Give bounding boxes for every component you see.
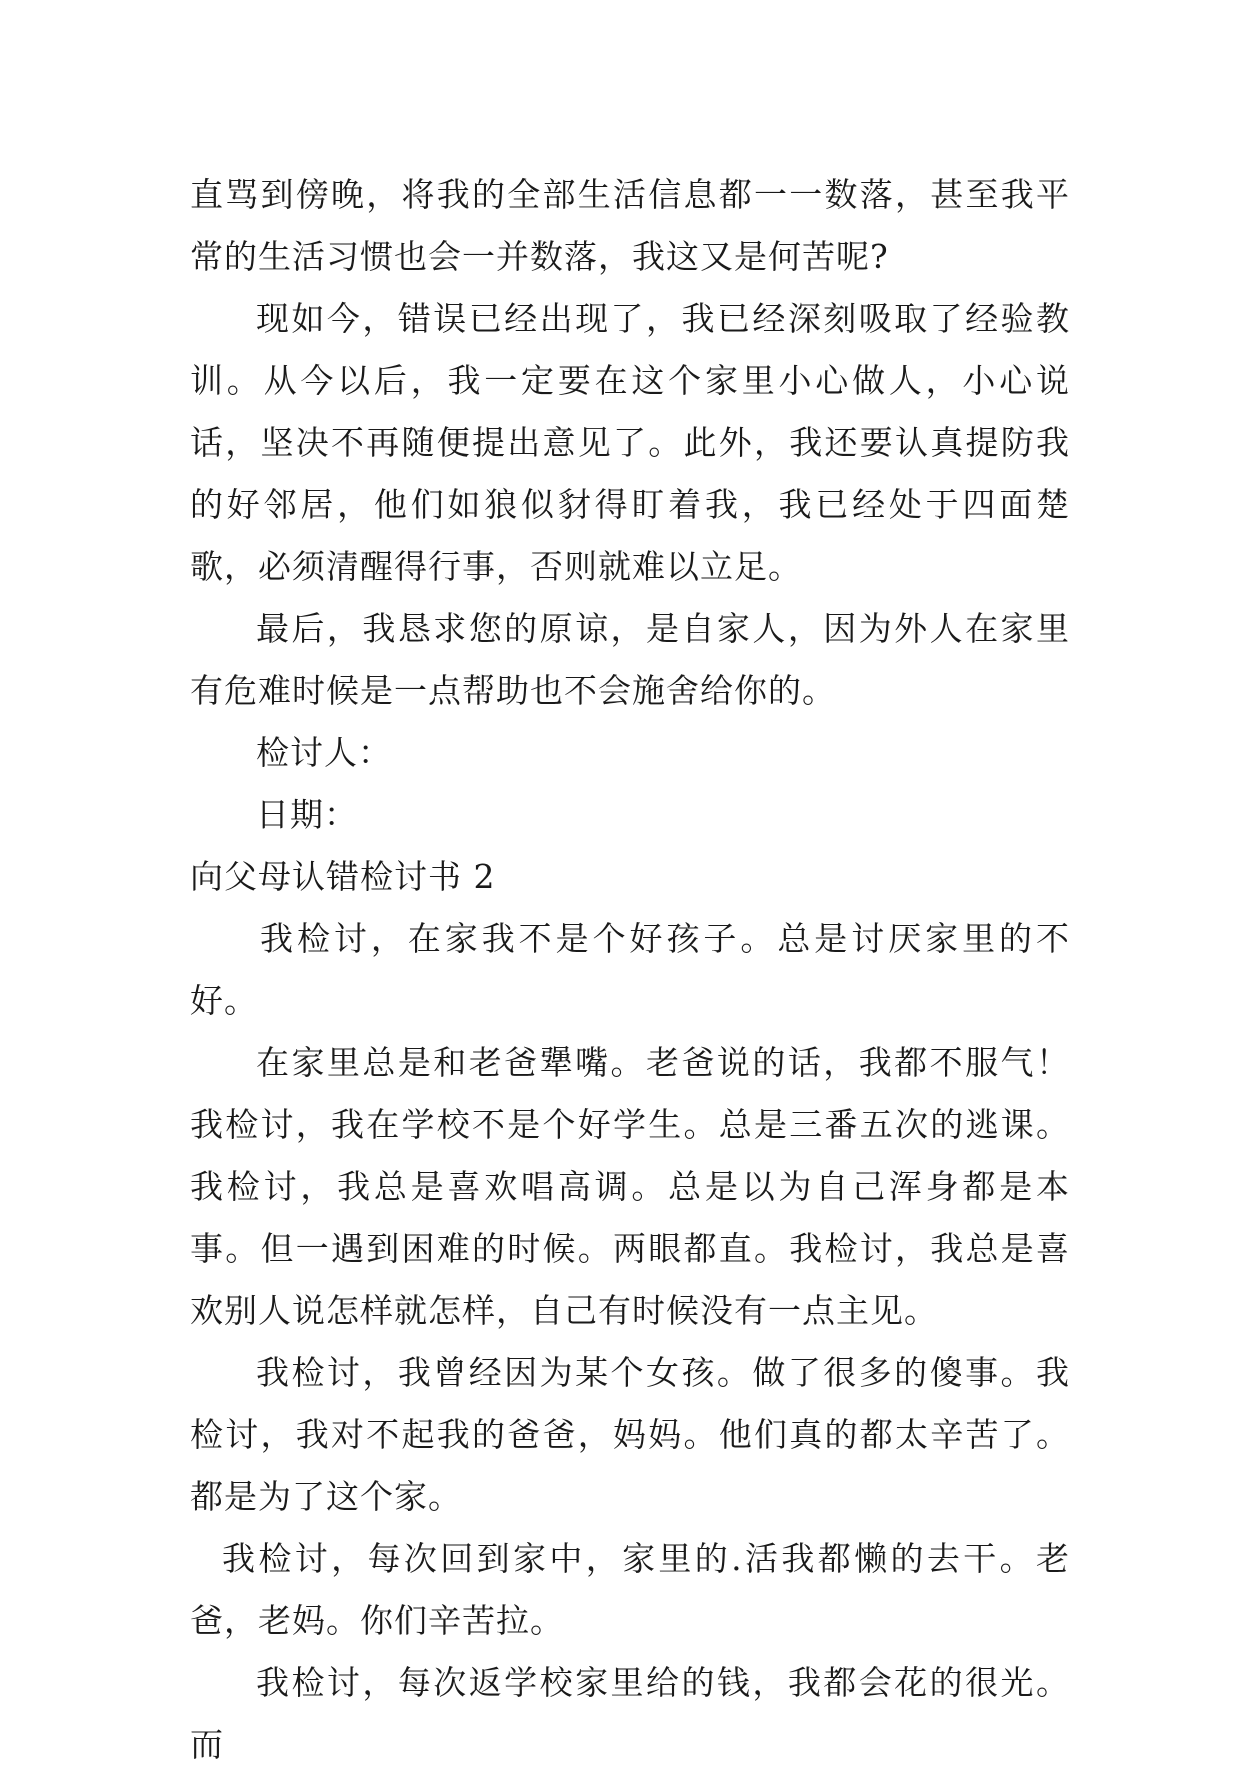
paragraph-10: 我检讨，每次返学校家里给的钱，我都会花的很光。而: [190, 1663, 1070, 1764]
paragraph-2: 现如今，错误已经出现了，我已经深刻吸取了经验教训。从今以后，我一定要在这个家里小心做人，小心说话，坚决不再随便提出意见了。此外，我还要认真提防我的好邻居，他们如狼似豺得盯着我，我已经处于四面楚歌，必须清醒得行事，否则就难以立足。: [190, 299, 1070, 586]
paragraph-7: 在家里总是和老爸犟嘴。老爸说的话，我都不服气！我检讨，我在学校不是个好学生。总是三番五次的逃课。我检讨，我总是喜欢唱高调。总是以为自己浑身都是本事。但一遇到困难的时候。两眼都直。我检讨，我总是喜欢别人说怎样就怎样，自己有时候没有一点主见。: [190, 1043, 1070, 1330]
paragraph-6: 我检讨，在家我不是个好孩子。总是讨厌家里的不好。: [190, 919, 1070, 1020]
paragraph-3: 最后，我恳求您的原谅，是自家人，因为外人在家里有危难时候是一点帮助也不会施舍给你的。: [190, 609, 1070, 710]
date-label: 日期：: [256, 795, 358, 834]
document-body: [190, 164, 1070, 1776]
signatory-label: 检讨人：: [256, 733, 392, 772]
section-heading: 向父母认错检讨书 2: [190, 857, 496, 896]
paragraph-8: 我检讨，我曾经因为某个女孩。做了很多的傻事。我检讨，我对不起我的爸爸，妈妈。他们真的都太辛苦了。都是为了这个家。: [190, 1353, 1070, 1516]
paragraph-1: 直骂到傍晚，将我的全部生活信息都一一数落，甚至我平常的生活习惯也会一并数落，我这又是何苦呢?: [190, 175, 1070, 276]
paragraph-9: 我检讨，每次回到家中，家里的.活我都懒的去干。老爸，老妈。你们辛苦拉。: [190, 1539, 1070, 1640]
